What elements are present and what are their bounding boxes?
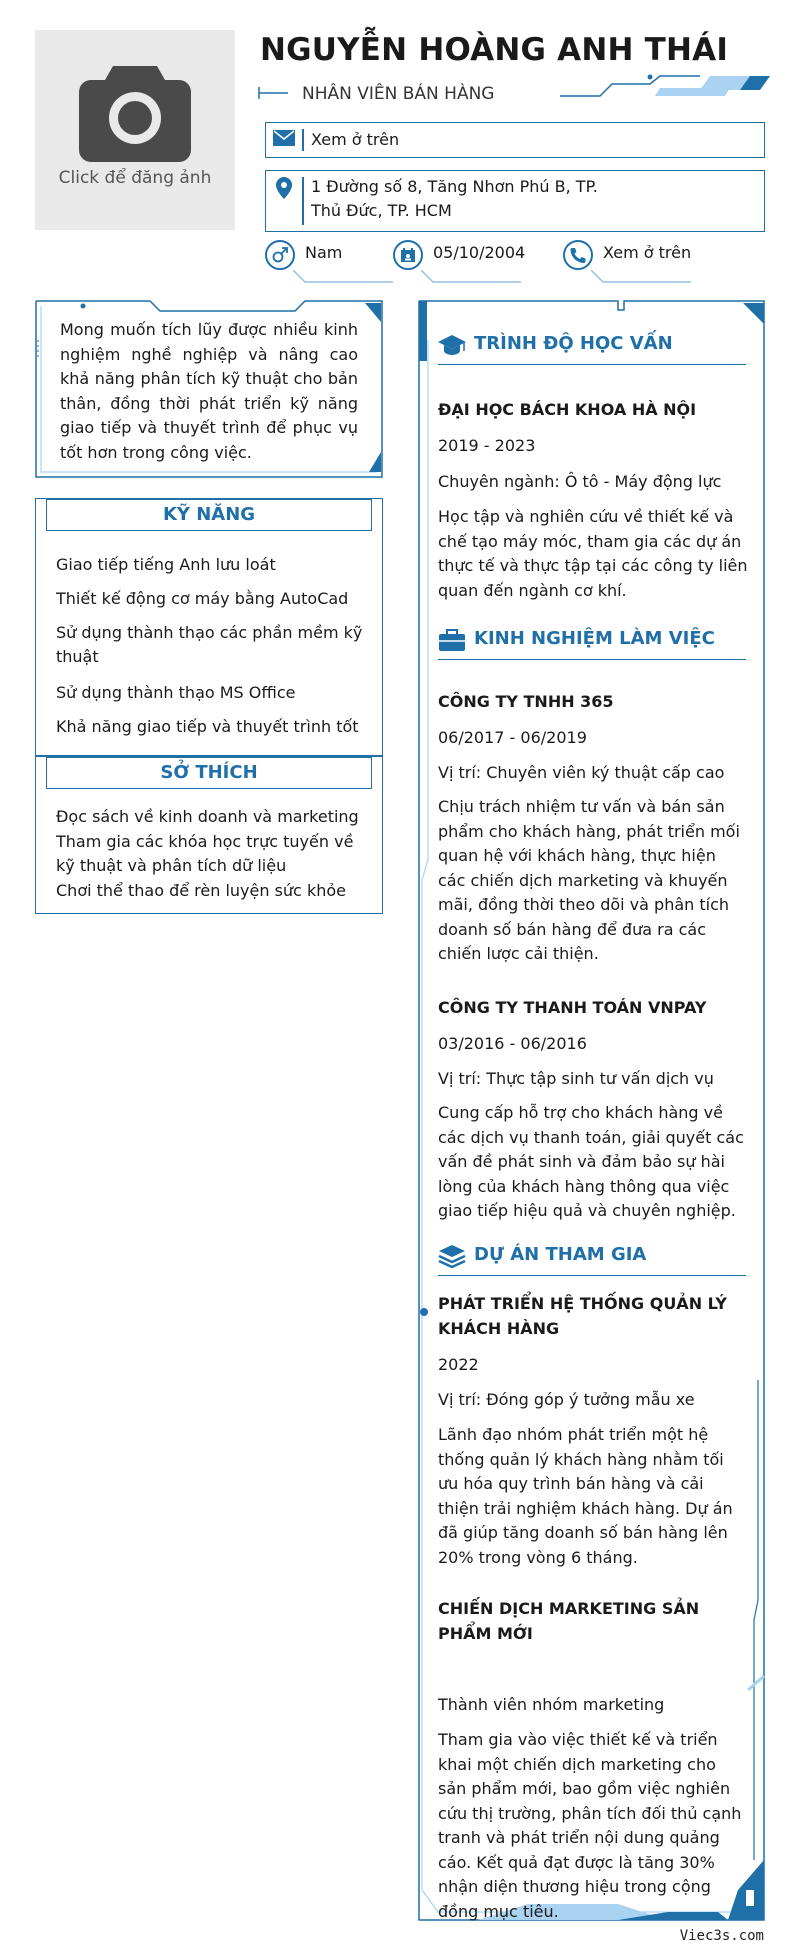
projects-header: [438, 1236, 746, 1276]
briefcase-icon: [438, 628, 466, 652]
address-value: 1 Đường số 8, Tăng Nhơn Phú B, TP. Thủ Đức, TP. HCM: [311, 177, 598, 220]
field-separator: [302, 129, 304, 151]
candidate-name: NGUYỄN HOÀNG ANH THÁI: [260, 32, 729, 68]
project-role: Vị trí: Đóng góp ý tưởng mẫu xe: [438, 1390, 695, 1409]
skill-item: Giao tiếp tiếng Anh lưu loát: [56, 555, 276, 574]
graduation-cap-icon: [438, 333, 466, 357]
photo-label: Click để đăng ảnh: [58, 168, 212, 188]
project-role: Thành viên nhóm marketing: [438, 1695, 665, 1714]
phone-field[interactable]: [563, 240, 703, 286]
phone-value: Xem ở trên: [603, 243, 692, 262]
address-icon-wrap: [266, 177, 302, 199]
skill-item: Khả năng giao tiếp và thuyết trình tốt: [56, 717, 359, 736]
job-period: 03/2016 - 06/2016: [438, 1034, 587, 1053]
project-description: Tham gia vào việc thiết kế và triển khai một chiến dịch marketing cho sản phẩm mới, bao gồm việc nghiên cứu thị trường, phân tích đối thủ cạnh tranh và phát triển nội dung quảng cáo. Kết quả đạt được là tăng 30% nhận diện thương hiệu trong cộng đồng mục tiêu.: [438, 1730, 742, 1921]
job-position: Vị trí: Chuyên viên ký thuật cấp cao: [438, 763, 725, 782]
birthday-field[interactable]: [393, 240, 533, 286]
birthday-icon-wrap: [393, 240, 423, 270]
camera-icon: [75, 58, 195, 162]
education-major: Chuyên ngành: Ô tô - Máy động lực: [438, 472, 722, 491]
experience-title: KINH NGHIỆM LÀM VIỆC: [474, 628, 715, 649]
job-period: 06/2017 - 06/2019: [438, 728, 587, 747]
gender-icon: [271, 246, 289, 264]
skills-title: KỸ NĂNG: [46, 499, 372, 531]
job-description: Chịu trách nhiệm tư vấn và bán sản phẩm cho khách hàng, phát triển mối quan hệ với khách hàng, thực hiện các chiến dịch marketing và khuyến mãi, đồng thời theo dõi và phân tích doanh số bán hàng để đưa ra các chiến lược cải thiện.: [438, 797, 740, 963]
layers-icon: [438, 1244, 466, 1268]
hobby-item: Chơi thể thao để rèn luyện sức khỏe: [56, 881, 346, 900]
header-decoration: [560, 74, 770, 98]
job-description: Cung cấp hỗ trợ cho khách hàng về các dịch vụ thanh toán, giải quyết các vấn đề phát sinh và đảm bảo sự hài lòng của khách hàng thông qua việc giao tiếp hiệu quả và chuyên nghiệp.: [438, 1103, 744, 1220]
skill-item: Thiết kế động cơ máy bằng AutoCad: [56, 589, 349, 608]
calendar-icon: [400, 247, 416, 263]
projects-title: DỰ ÁN THAM GIA: [474, 1244, 647, 1265]
job-position: Vị trí: Thực tập sinh tư vấn dịch vụ: [438, 1069, 714, 1088]
project-name: PHÁT TRIỂN HỆ THỐNG QUẢN LÝ KHÁCH HÀNG: [438, 1294, 727, 1338]
skills-hobbies-box: [35, 498, 383, 914]
project-name: CHIẾN DỊCH MARKETING SẢN PHẨM MỚI: [438, 1599, 700, 1643]
address-field[interactable]: [265, 170, 765, 232]
email-field[interactable]: [265, 122, 765, 158]
hobbies-title: SỞ THÍCH: [46, 757, 372, 789]
job-company: CÔNG TY TNHH 365: [438, 692, 614, 711]
education-header: [438, 325, 746, 365]
phone-icon-wrap: [563, 240, 593, 270]
education-period: 2019 - 2023: [438, 436, 536, 455]
project-year: 2022: [438, 1355, 479, 1374]
field-separator: [302, 177, 304, 225]
underline-decoration: [293, 270, 393, 284]
job-company: CÔNG TY THANH TOÁN VNPAY: [438, 998, 707, 1017]
gender-value: Nam: [305, 243, 343, 262]
envelope-icon: [273, 130, 295, 146]
email-value: Xem ở trên: [311, 130, 400, 149]
location-pin-icon: [276, 177, 292, 199]
school-name: ĐẠI HỌC BÁCH KHOA HÀ NỘI: [438, 400, 697, 419]
hobby-item: Đọc sách về kinh doanh và marketing: [56, 807, 359, 826]
experience-header: [438, 620, 746, 660]
education-title: TRÌNH ĐỘ HỌC VẤN: [474, 333, 673, 354]
skill-item: Sử dụng thành thạo MS Office: [56, 683, 296, 702]
underline-decoration: [421, 270, 521, 284]
underline-decoration: [591, 270, 691, 284]
skill-item: Sử dụng thành thạo các phần mềm kỹ thuật: [56, 623, 363, 666]
email-icon-wrap: [266, 130, 302, 146]
phone-icon: [569, 246, 587, 264]
hobby-item: Tham gia các khóa học trực tuyến về kỹ thuật và phân tích dữ liệu: [56, 832, 354, 875]
birthday-value: 05/10/2004: [433, 243, 526, 262]
education-description: Học tập và nghiên cứu về thiết kế và chế tạo máy móc, tham gia các dự án thực tế và thực tập tại các công ty liên quan đến ngành cơ khí.: [438, 507, 748, 600]
title-bullet-line: [258, 86, 288, 100]
gender-icon-wrap: [265, 240, 295, 270]
photo-placeholder[interactable]: [35, 30, 235, 230]
job-title: NHÂN VIÊN BÁN HÀNG: [302, 84, 495, 104]
watermark: Viec3s.com: [679, 1928, 764, 1944]
project-description: Lãnh đạo nhóm phát triển một hệ thống quản lý khách hàng nhằm tối ưu hóa quy trình bán hàng và cải thiện trải nghiệm khách hàng. Dự án đã giúp tăng doanh số bán hàng lên 20% trong vòng 6 tháng.: [438, 1425, 733, 1567]
career-objective: Mong muốn tích lũy được nhiều kinh nghiệm nghề nghiệp và nâng cao khả năng phân tích kỹ thuật cho bản thân, đồng thời phát triển kỹ năng giao tiếp và thuyết trình để phục vụ tốt hơn trong công việc.: [60, 320, 358, 462]
gender-field[interactable]: [265, 240, 385, 286]
